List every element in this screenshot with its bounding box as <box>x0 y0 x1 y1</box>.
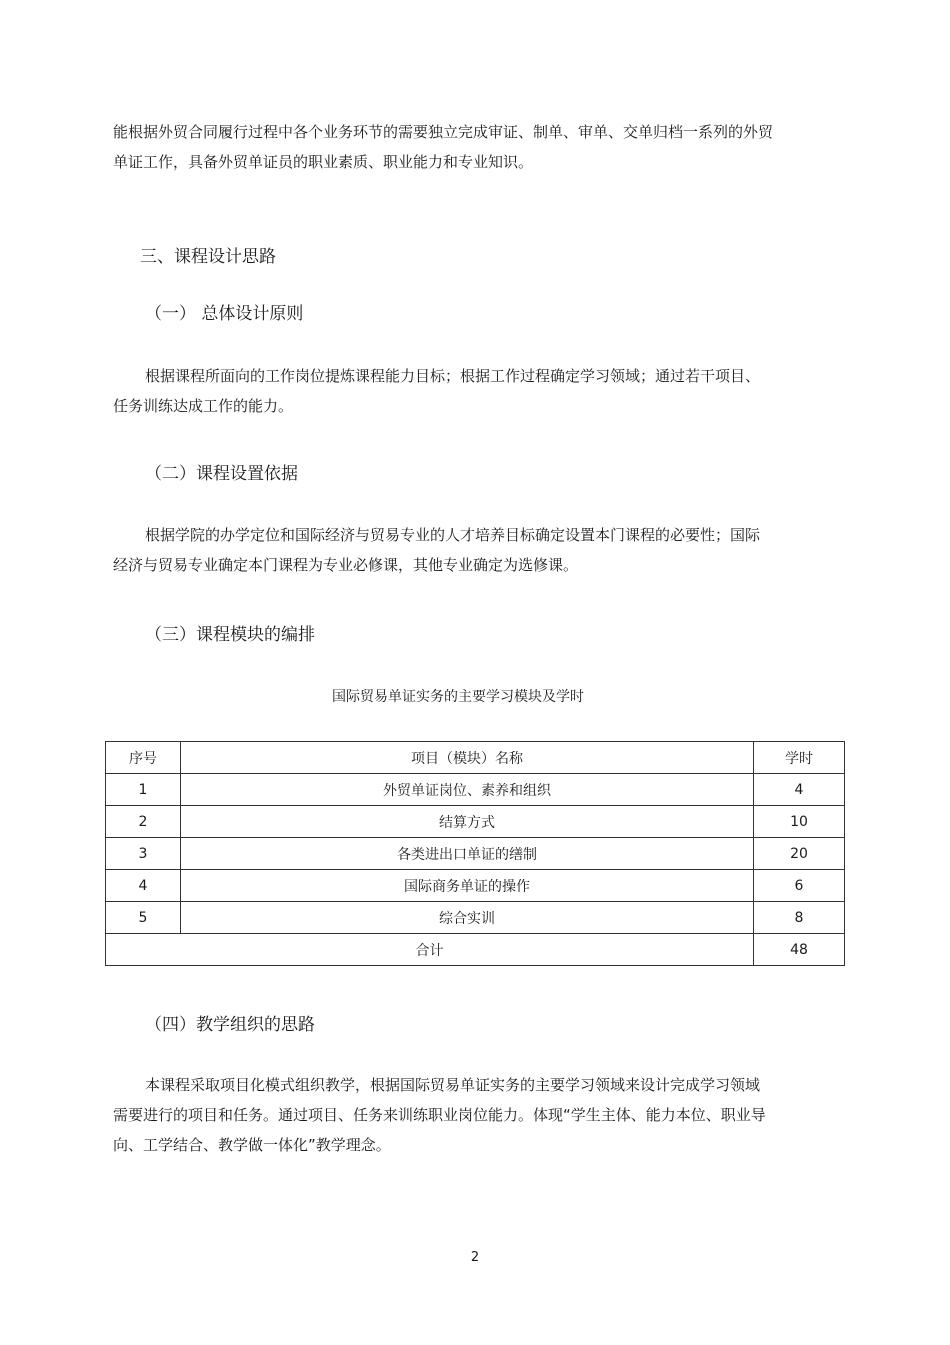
page-number: 2 <box>470 1250 480 1265</box>
modules-table <box>105 741 845 966</box>
row-hours: 10 <box>754 806 845 838</box>
row-index: 5 <box>106 902 181 934</box>
subsection-heading-4: （四）教学组织的思路 <box>145 1015 315 1035</box>
row-module-name: 结算方式 <box>181 806 754 838</box>
row-hours: 6 <box>754 870 845 902</box>
total-label: 合计 <box>106 934 754 966</box>
header-index: 序号 <box>106 742 181 774</box>
row-index: 4 <box>106 870 181 902</box>
row-index: 1 <box>106 774 181 806</box>
row-module-name: 综合实训 <box>181 902 754 934</box>
table-caption: 国际贸易单证实务的主要学习模块及学时 <box>332 689 584 705</box>
header-hours: 学时 <box>754 742 845 774</box>
row-hours: 8 <box>754 902 845 934</box>
table-header-row <box>106 742 845 774</box>
row-index: 3 <box>106 838 181 870</box>
subsection-heading-3: （三）课程模块的编排 <box>145 625 315 645</box>
subsection-heading-1: （一） 总体设计原则 <box>145 304 304 324</box>
row-module-name: 各类进出口单证的缮制 <box>181 838 754 870</box>
row-index: 2 <box>106 806 181 838</box>
table-row <box>106 806 845 838</box>
table-row <box>106 902 845 934</box>
header-module-name: 项目（模块）名称 <box>181 742 754 774</box>
section-heading: 三、课程设计思路 <box>140 247 276 267</box>
table-row <box>106 870 845 902</box>
total-value: 48 <box>754 934 845 966</box>
subsection-heading-2: （二）课程设置依据 <box>145 464 298 484</box>
table-total-row <box>106 934 845 966</box>
row-hours: 4 <box>754 774 845 806</box>
table-row <box>106 774 845 806</box>
paragraph-1: 根据课程所面向的工作岗位提炼课程能力目标；根据工作过程确定学习领域；通过若干项目、任务训练达成工作的能力。 <box>113 367 761 415</box>
intro-paragraph: 能根据外贸合同履行过程中各个业务环节的需要独立完成审证、制单、审单、交单归档一系列的外贸单证工作，具备外贸单证员的职业素质、职业能力和专业知识。 <box>113 123 774 171</box>
row-hours: 20 <box>754 838 845 870</box>
table-row <box>106 838 845 870</box>
paragraph-4: 本课程采取项目化模式组织教学，根据国际贸易单证实务的主要学习领域来设计完成学习领域需要进行的项目和任务。通过项目、任务来训练职业岗位能力。体现“学生主体、能力本位、职业导向、工学结合、教学做一体化”教学理念。 <box>113 1076 766 1154</box>
row-module-name: 外贸单证岗位、素养和组织 <box>181 774 754 806</box>
paragraph-2: 根据学院的办学定位和国际经济与贸易专业的人才培养目标确定设置本门课程的必要性；国际经济与贸易专业确定本门课程为专业必修课，其他专业确定为选修课。 <box>113 526 761 574</box>
row-module-name: 国际商务单证的操作 <box>181 870 754 902</box>
